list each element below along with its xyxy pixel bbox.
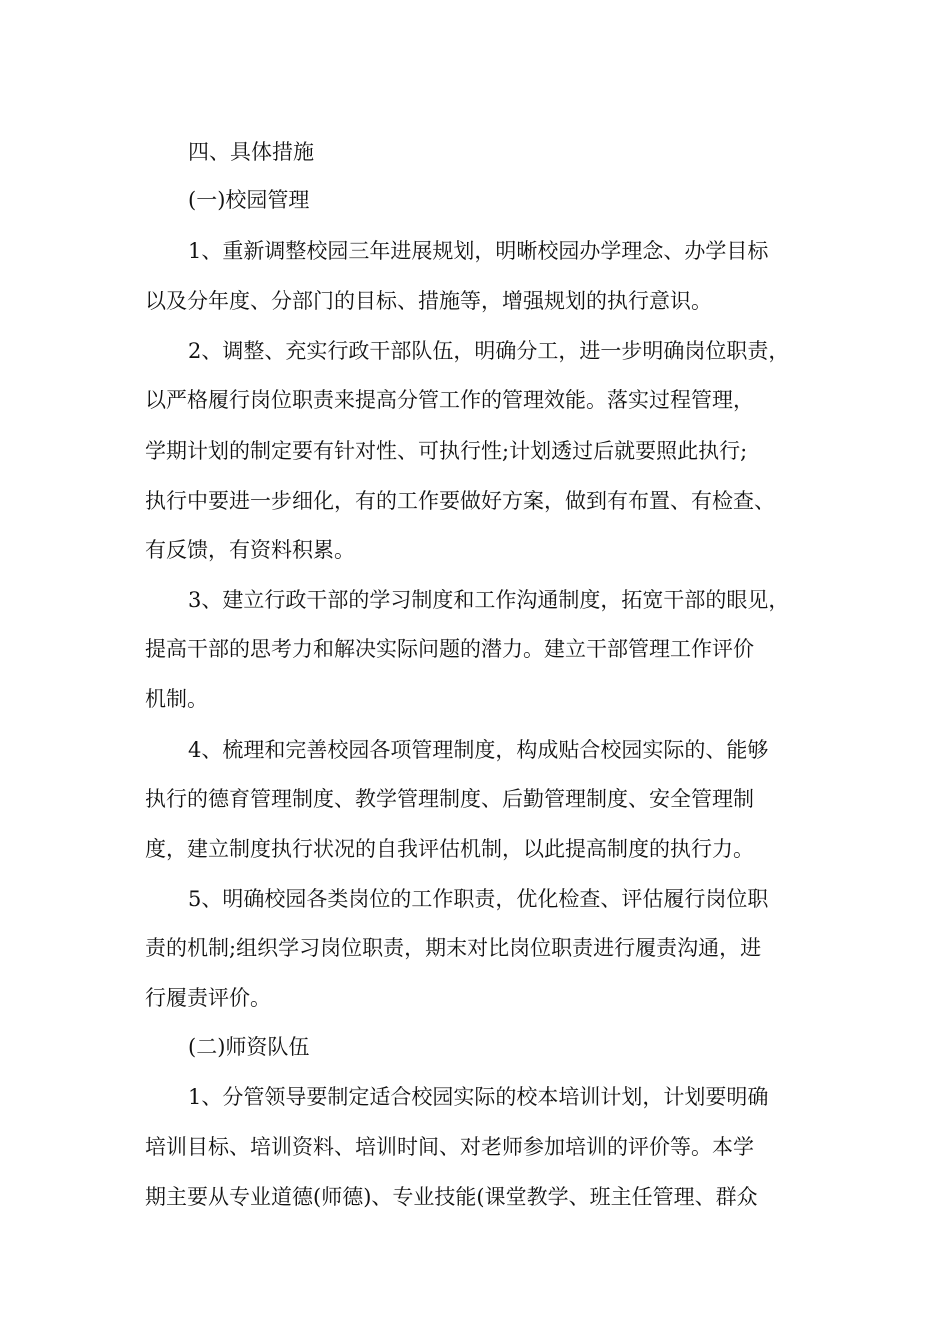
paragraph-line: 4、梳理和完善校园各项管理制度，构成贴合校园实际的、能够 (188, 738, 769, 762)
subsection-heading: (二)师资队伍 (188, 1035, 310, 1059)
paragraph-line: 机制。 (145, 687, 208, 711)
paragraph-line: 学期计划的制定要有针对性、可执行性;计划透过后就要照此执行; (145, 439, 748, 463)
paragraph-line: 执行的德育管理制度、教学管理制度、后勤管理制度、安全管理制 (145, 787, 754, 811)
paragraph-line: 期主要从专业道德(师德)、专业技能(课堂教学、班主任管理、群众 (145, 1185, 758, 1209)
paragraph-line: 5、明确校园各类岗位的工作职责，优化检查、评估履行岗位职 (188, 887, 769, 911)
section-heading: 四、具体措施 (188, 140, 314, 164)
paragraph-line: 以严格履行岗位职责来提高分管工作的管理效能。落实过程管理， (145, 388, 754, 412)
paragraph-line: 以及分年度、分部门的目标、措施等，增强规划的执行意识。 (145, 289, 712, 313)
paragraph-line: 提高干部的思考力和解决实际问题的潜力。建立干部管理工作评价 (145, 637, 754, 661)
paragraph-line: 1、重新调整校园三年进展规划，明晰校园办学理念、办学目标 (188, 239, 769, 263)
paragraph-line: 培训目标、培训资料、培训时间、对老师参加培训的评价等。本学 (145, 1135, 754, 1159)
paragraph-line: 执行中要进一步细化，有的工作要做好方案，做到有布置、有检查、 (145, 489, 775, 513)
paragraph-line: 度，建立制度执行状况的自我评估机制，以此提高制度的执行力。 (145, 837, 754, 861)
subsection-heading: (一)校园管理 (188, 188, 310, 212)
paragraph-line: 3、建立行政干部的学习制度和工作沟通制度，拓宽干部的眼见， (188, 588, 790, 612)
paragraph-line: 行履责评价。 (145, 986, 271, 1010)
paragraph-line: 1、分管领导要制定适合校园实际的校本培训计划，计划要明确 (188, 1085, 769, 1109)
paragraph-line: 责的机制;组织学习岗位职责，期末对比岗位职责进行履责沟通，进 (145, 936, 762, 960)
paragraph-line: 有反馈，有资料积累。 (145, 538, 355, 562)
paragraph-line: 2、调整、充实行政干部队伍，明确分工，进一步明确岗位职责， (188, 339, 790, 363)
